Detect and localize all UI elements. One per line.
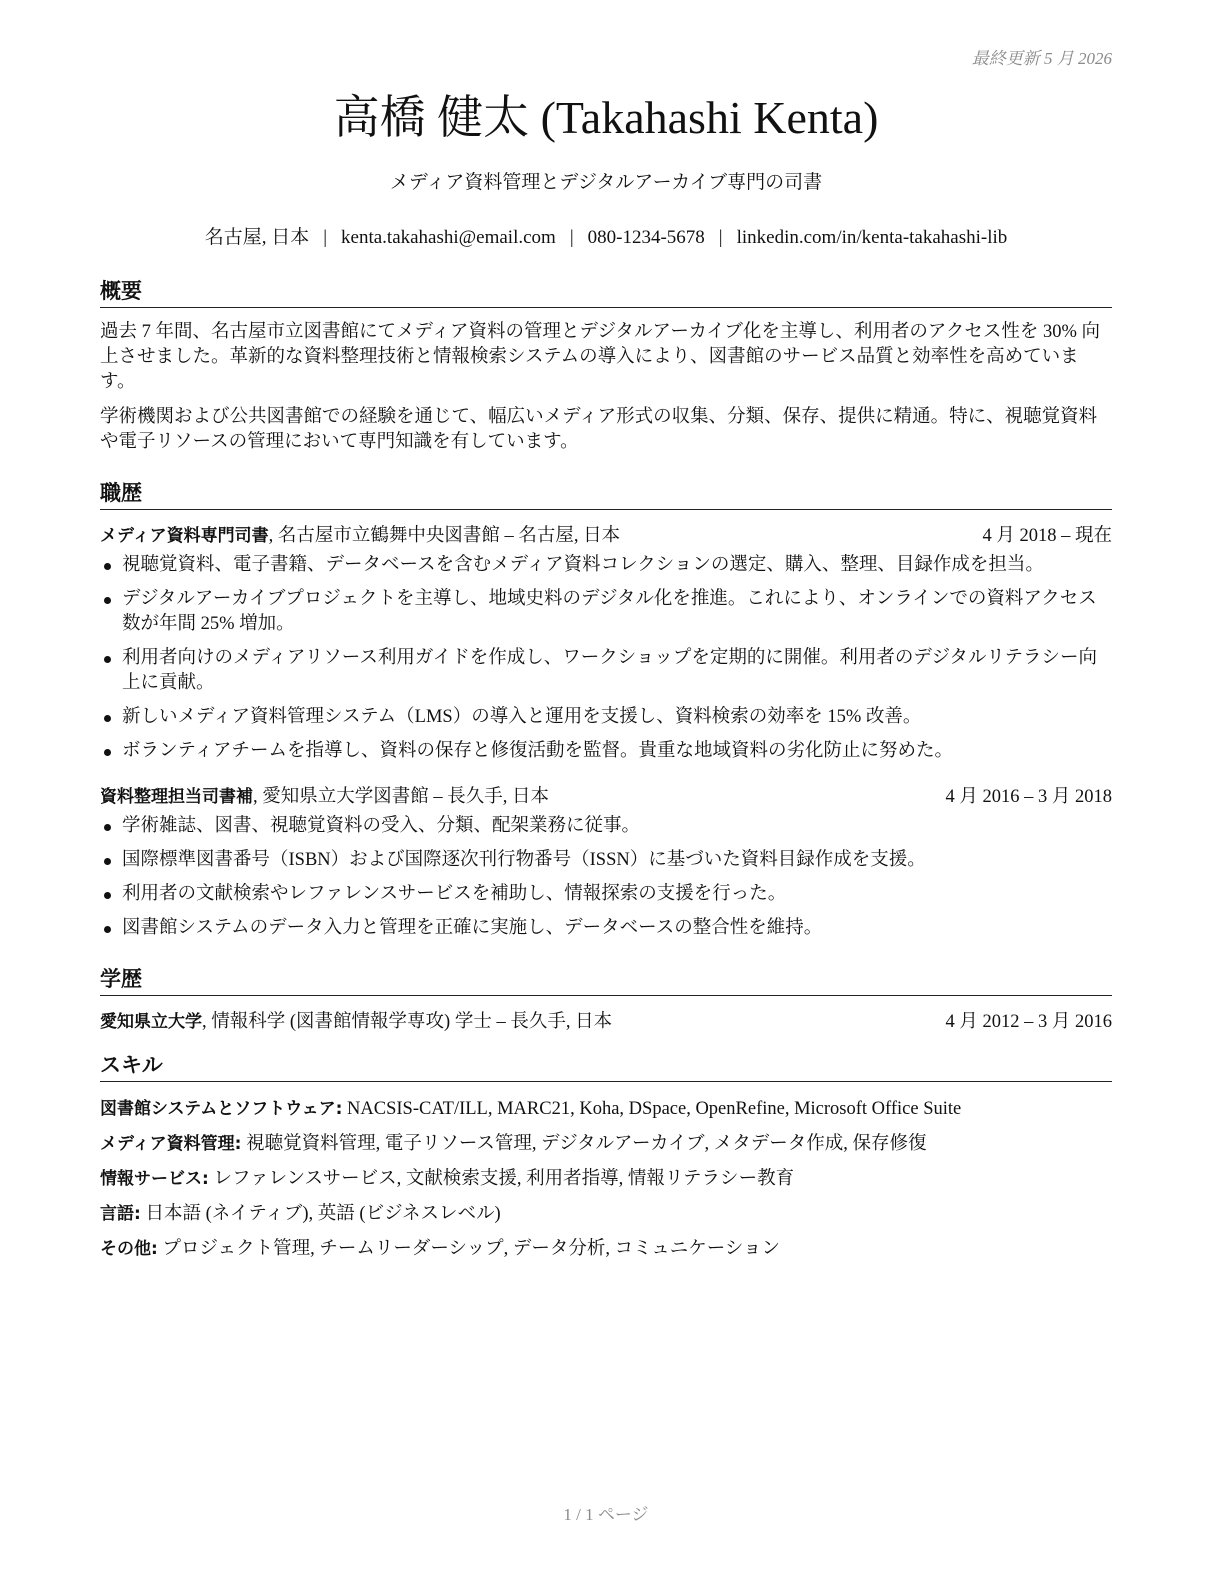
job-header xyxy=(100,523,1112,549)
skill-value: 日本語 (ネイティブ), 英語 (ビジネスレベル) xyxy=(140,1204,501,1224)
education-detail: , 情報科学 (図書館情報学専攻) 学士 – 長久手, 日本 xyxy=(202,1012,613,1032)
job-role: メディア資料専門司書 xyxy=(100,526,269,546)
skill-row xyxy=(100,1166,1112,1192)
list-item xyxy=(100,587,1112,637)
list-item xyxy=(100,705,1112,730)
bullet-text: デジタルアーカイブプロジェクトを主導し、地域史料のデジタル化を推進。これにより、オンラインでの資料アクセス数が年間 25% 増加。 xyxy=(122,589,1097,634)
contact-separator: | xyxy=(323,227,328,248)
resume-page xyxy=(100,0,1112,1584)
education-line xyxy=(100,1009,612,1035)
candidate-name: 高橋 健太 (Takahashi Kenta) xyxy=(333,92,879,143)
job-dates: 4 月 2018 – 現在 xyxy=(982,526,1112,546)
summary-paragraph: 過去 7 年間、名古屋市立図書館にてメディア資料の管理とデジタルアーカイブ化を主導し、利用者のアクセス性を 30% 向上させました。革新的な資料整理技術と情報検索システムの導入により、図書館のサービス品質と効率性を高めています。 xyxy=(100,322,1100,392)
bullet-text: 図書館システムのデータ入力と管理を正確に実施し、データベースの整合性を維持。 xyxy=(122,918,823,938)
job-detail: , 名古屋市立鶴舞中央図書館 – 名古屋, 日本 xyxy=(268,526,621,546)
contact-email[interactable]: kenta.takahashi@email.com xyxy=(341,227,556,248)
contact-location: 名古屋, 日本 xyxy=(204,227,310,248)
bullet-icon xyxy=(104,858,111,865)
bullet-text: 新しいメディア資料管理システム（LMS）の導入と運用を支援し、資料検索の効率を 15% 改善。 xyxy=(122,707,922,727)
section-title-summary: 概要 xyxy=(100,277,1112,308)
bullet-text: ボランティアチームを指導し、資料の保存と修復活動を監督。貴重な地域資料の劣化防止に努めた。 xyxy=(122,741,954,761)
page-indicator: 1 / 1 ページ xyxy=(563,1505,649,1524)
skill-row xyxy=(100,1236,1112,1262)
bullet-icon xyxy=(104,824,111,831)
education-section xyxy=(100,965,1112,1035)
job-bullets xyxy=(100,814,1112,941)
list-item xyxy=(100,739,1112,764)
list-item xyxy=(100,553,1112,578)
contact-separator: | xyxy=(718,227,723,248)
job-role: 資料整理担当司書補 xyxy=(100,787,253,807)
list-item xyxy=(100,882,1112,907)
bullet-icon xyxy=(104,597,111,604)
job-dates: 4 月 2016 – 3 月 2018 xyxy=(945,787,1112,807)
school-name: 愛知県立大学 xyxy=(100,1012,202,1032)
job-header xyxy=(100,784,1112,810)
skill-row xyxy=(100,1201,1112,1227)
job-title-line xyxy=(100,784,549,810)
section-title-experience: 職歴 xyxy=(100,479,1112,510)
bullet-icon xyxy=(104,892,111,899)
skill-label: 情報サービス: xyxy=(100,1169,209,1189)
bullet-icon xyxy=(104,749,111,756)
tagline: メディア資料管理とデジタルアーカイブ専門の司書 xyxy=(389,172,823,193)
skill-row xyxy=(100,1131,1112,1157)
section-title-skills: スキル xyxy=(100,1051,1112,1082)
bullet-text: 国際標準図書番号（ISBN）および国際逐次刊行物番号（ISSN）に基づいた資料目録作成を支援。 xyxy=(122,850,926,870)
education-entry xyxy=(100,1009,1112,1035)
skill-label: 図書館システムとソフトウェア: xyxy=(100,1099,343,1119)
summary-paragraph: 学術機関および公共図書館での経験を通じて、幅広いメディア形式の収集、分類、保存、提供に精通。特に、視聴覚資料や電子リソースの管理において専門知識を有しています。 xyxy=(100,407,1098,452)
contact-line xyxy=(100,225,1112,251)
bullet-icon xyxy=(104,715,111,722)
section-title-education: 学歴 xyxy=(100,965,1112,996)
bullet-icon xyxy=(104,926,111,933)
skill-value: 視聴覚資料管理, 電子リソース管理, デジタルアーカイブ, メタデータ作成, 保存修復 xyxy=(241,1134,927,1154)
list-item xyxy=(100,848,1112,873)
skill-label: 言語: xyxy=(100,1204,141,1224)
job-bullets xyxy=(100,553,1112,764)
last-updated: 最終更新 5 月 2026 xyxy=(971,49,1112,68)
list-item xyxy=(100,814,1112,839)
bullet-text: 利用者向けのメディアリソース利用ガイドを作成し、ワークショップを定期的に開催。利用者のデジタルリテラシー向上に貢献。 xyxy=(122,648,1097,693)
contact-linkedin[interactable]: linkedin.com/in/kenta-takahashi-lib xyxy=(736,227,1008,248)
skill-value: プロジェクト管理, チームリーダーシップ, データ分析, コミュニケーション xyxy=(157,1239,780,1259)
skills-section xyxy=(100,1051,1112,1262)
job-detail: , 愛知県立大学図書館 – 長久手, 日本 xyxy=(253,787,550,807)
job-title-line xyxy=(100,523,620,549)
bullet-icon xyxy=(104,656,111,663)
bullet-text: 学術雑誌、図書、視聴覚資料の受入、分類、配架業務に従事。 xyxy=(122,816,641,836)
summary-section xyxy=(100,277,1112,455)
experience-section xyxy=(100,479,1112,950)
skill-label: その他: xyxy=(100,1239,158,1259)
list-item xyxy=(100,916,1112,941)
bullet-icon xyxy=(104,563,111,570)
bullet-text: 利用者の文献検索やレファレンスサービスを補助し、情報探索の支援を行った。 xyxy=(122,884,787,904)
skill-row xyxy=(100,1096,1112,1122)
skill-value: レファレンスサービス, 文献検索支援, 利用者指導, 情報リテラシー教育 xyxy=(208,1169,795,1189)
education-dates: 4 月 2012 – 3 月 2016 xyxy=(945,1012,1112,1032)
skill-label: メディア資料管理: xyxy=(100,1134,242,1154)
list-item xyxy=(100,646,1112,696)
contact-separator: | xyxy=(569,227,574,248)
contact-phone: 080-1234-5678 xyxy=(587,227,705,248)
skill-value: NACSIS-CAT/ILL, MARC21, Koha, DSpace, OpenRefine, Microsoft Office Suite xyxy=(342,1099,962,1119)
bullet-text: 視聴覚資料、電子書籍、データベースを含むメディア資料コレクションの選定、購入、整理、目録作成を担当。 xyxy=(122,555,1044,575)
